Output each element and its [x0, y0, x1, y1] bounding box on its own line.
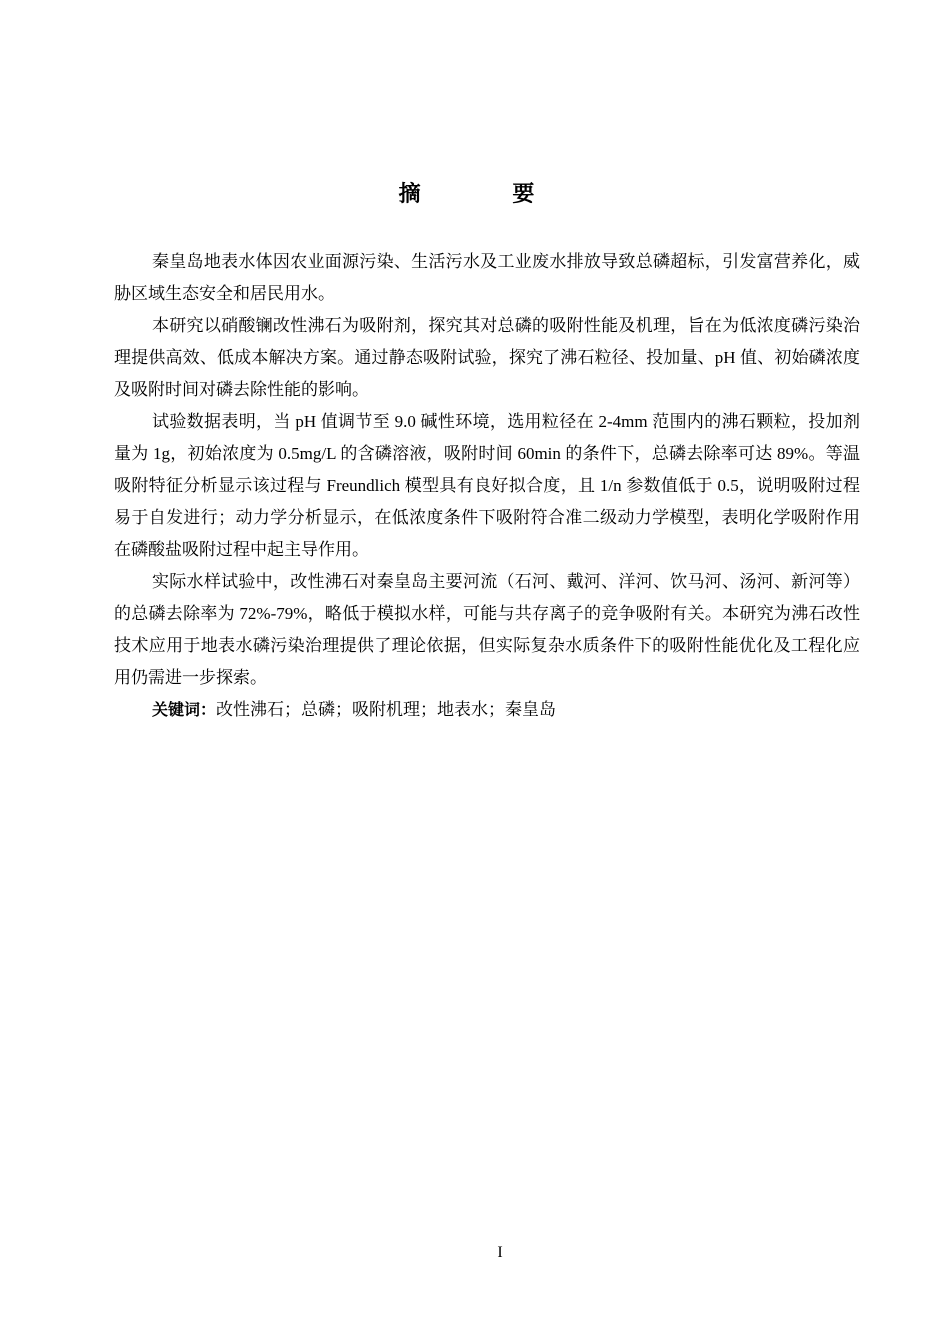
abstract-paragraph-2: 本研究以硝酸镧改性沸石为吸附剂，探究其对总磷的吸附性能及机理，旨在为低浓度磷污染治理提供高效、低成本解决方案。通过静态吸附试验，探究了沸石粒径、投加量、pH 值、初始磷浓度及吸附时间对磷去除性能的影响。: [114, 316, 860, 399]
keywords-text: 改性沸石；总磷；吸附机理；地表水；秦皇岛: [216, 700, 557, 719]
page-number: I: [497, 1244, 503, 1261]
abstract-paragraph-1: 秦皇岛地表水体因农业面源污染、生活污水及工业废水排放导致总磷超标，引发富营养化，威胁区域生态安全和居民用水。: [114, 252, 860, 303]
abstract-title: 摘 要: [398, 182, 577, 207]
abstract-paragraph-3: 试验数据表明，当 pH 值调节至 9.0 碱性环境，选用粒径在 2-4mm 范围内的沸石颗粒，投加剂量为 1g，初始浓度为 0.5mg/L 的含磷溶液，吸附时间 60min 的条件下，总磷去除率可达 89%。等温吸附特征分析显示该过程与 Freundlich 模型具有良好拟合度，且 1/n 参数值低于 0.5，说明吸附过程易于自发进行；动力学分析显示，在低浓度条件下吸附符合准二级动力学模型，表明化学吸附作用在磷酸盐吸附过程中起主导作用。: [114, 412, 860, 559]
abstract-paragraph-4: 实际水样试验中，改性沸石对秦皇岛主要河流（石河、戴河、洋河、饮马河、汤河、新河等）的总磷去除率为 72%-79%，略低于模拟水样，可能与共存离子的竞争吸附有关。本研究为沸石改性技术应用于地表水磷污染治理提供了理论依据，但实际复杂水质条件下的吸附性能优化及工程化应用仍需进一步探索。: [114, 572, 860, 687]
keywords-line: [114, 694, 860, 726]
keywords-label: 关键词：: [152, 700, 217, 719]
abstract-body: [114, 246, 860, 726]
